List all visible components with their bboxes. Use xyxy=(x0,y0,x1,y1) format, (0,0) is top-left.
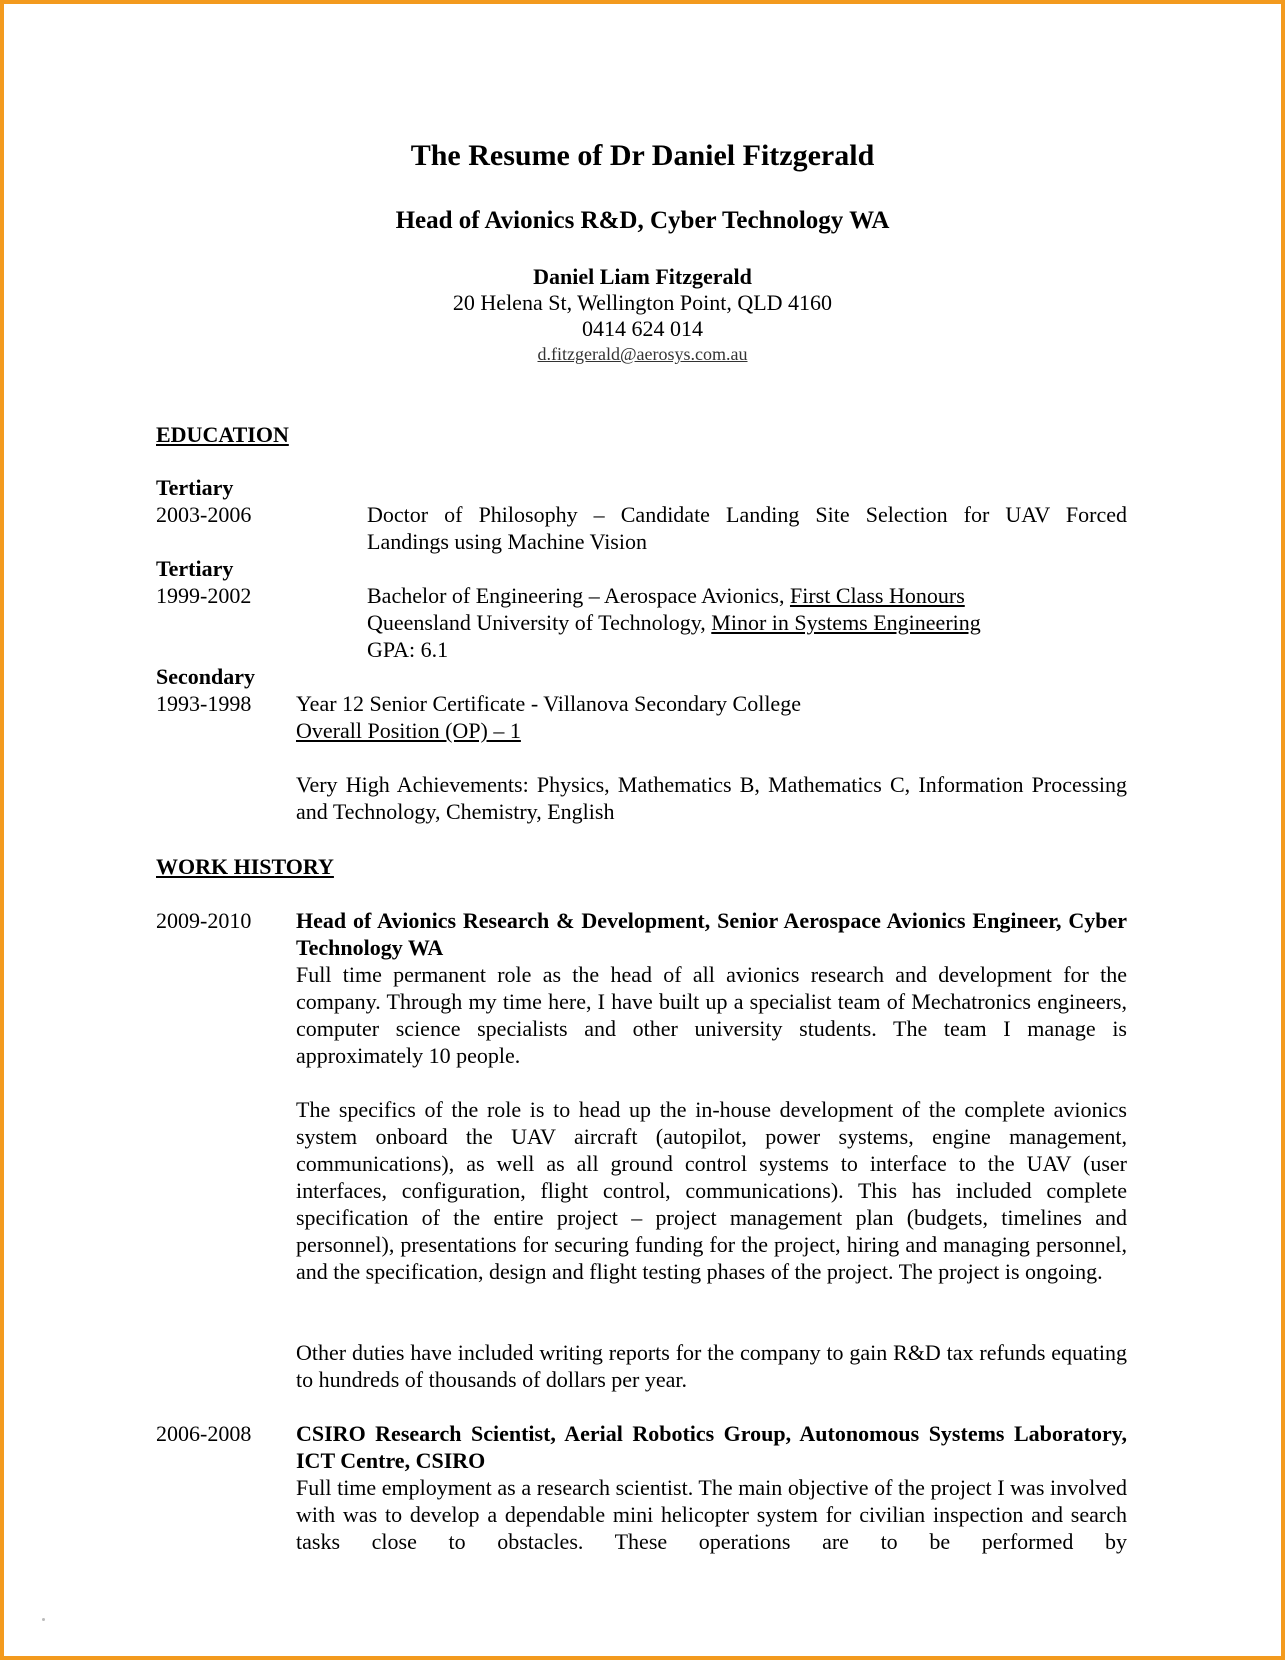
edu-minor: Minor in Systems Engineering xyxy=(711,610,981,635)
edu-bachelor-line xyxy=(367,582,965,609)
edu-university: Queensland University of Technology, xyxy=(367,610,712,635)
edu-degree: Bachelor of Engineering – Aerospace Avionics, xyxy=(367,583,790,608)
job-years-1: 2009-2010 xyxy=(156,908,252,933)
edu-level-secondary: Secondary xyxy=(156,664,255,689)
candidate-address: 20 Helena St, Wellington Point, QLD 4160 xyxy=(452,290,833,315)
job-1-paragraph-3: Other duties have included writing reports for the company to gain R&D tax refunds equating to hundreds of thousands of dollars per year. xyxy=(296,1340,1127,1392)
candidate-phone: 0414 624 014 xyxy=(582,316,703,341)
edu-gpa: GPA: 6.1 xyxy=(367,637,449,662)
resume-title: The Resume of Dr Daniel Fitzgerald xyxy=(410,139,875,172)
edu-phd-line1: Doctor of Philosophy – Candidate Landing Site Selection for UAV Forced xyxy=(367,502,1127,527)
edu-phd-line2: Landings using Machine Vision xyxy=(367,529,647,554)
edu-years-2: 1999-2002 xyxy=(156,583,252,608)
job-1-paragraph-1: Full time permanent role as the head of all avionics research and development for the company. Through my time here, I have built up a specialist team of Mechatronics engineers, computer science specialists and other university students. The team I manage is approximately 10 people. xyxy=(296,962,1127,1068)
edu-achievements: Very High Achievements: Physics, Mathematics B, Mathematics C, Information Processing and Technology, Chemistry, English xyxy=(296,772,1127,824)
resume-subtitle: Head of Avionics R&D, Cyber Technology WA xyxy=(395,207,890,234)
edu-level-tertiary-1: Tertiary xyxy=(156,475,234,500)
email-text[interactable]: d.fitzgerald@aerosys.com.au xyxy=(537,344,748,364)
job-title-2: CSIRO Research Scientist, Aerial Robotics Group, Autonomous Systems Laboratory, ICT Centre, CSIRO xyxy=(296,1421,1127,1473)
work-heading: WORK HISTORY xyxy=(156,854,334,879)
candidate-email-link[interactable] xyxy=(4,344,1281,365)
edu-op: Overall Position (OP) – 1 xyxy=(296,718,521,743)
edu-certificate: Year 12 Senior Certificate - Villanova Secondary College xyxy=(296,691,801,716)
edu-years-1: 2003-2006 xyxy=(156,502,252,527)
job-title-1: Head of Avionics Research & Development, Senior Aerospace Avionics Engineer, Cyber Technology WA xyxy=(296,908,1127,960)
page-marker-dot xyxy=(42,1618,45,1621)
edu-honours: First Class Honours xyxy=(789,583,965,608)
job-1-paragraph-2: The specifics of the role is to head up the in-house development of the complete avionics system onboard the UAV aircraft (autopilot, power systems, engine management, communications), as well as all ground control systems to interface to the UAV (user interfaces, configuration, flight control, communications). This has included complete specification of the entire project – project management plan (budgets, timelines and personnel), presentations for securing funding for the project, hiring and managing personnel, and the specification, design and flight testing phases of the project. The project is ongoing. xyxy=(296,1097,1127,1284)
job-2-paragraph-1: Full time employment as a research scientist. The main objective of the project I was involved with was to develop a dependable mini helicopter system for civilian inspection and search tasks close to obstacles. These operations are to be performed by xyxy=(296,1475,1127,1554)
candidate-name: Daniel Liam Fitzgerald xyxy=(533,264,752,289)
job-years-2: 2006-2008 xyxy=(156,1421,252,1446)
education-heading: EDUCATION xyxy=(156,422,289,447)
edu-university-line xyxy=(367,609,981,636)
edu-level-tertiary-2: Tertiary xyxy=(156,556,234,581)
edu-years-3: 1993-1998 xyxy=(156,691,252,716)
